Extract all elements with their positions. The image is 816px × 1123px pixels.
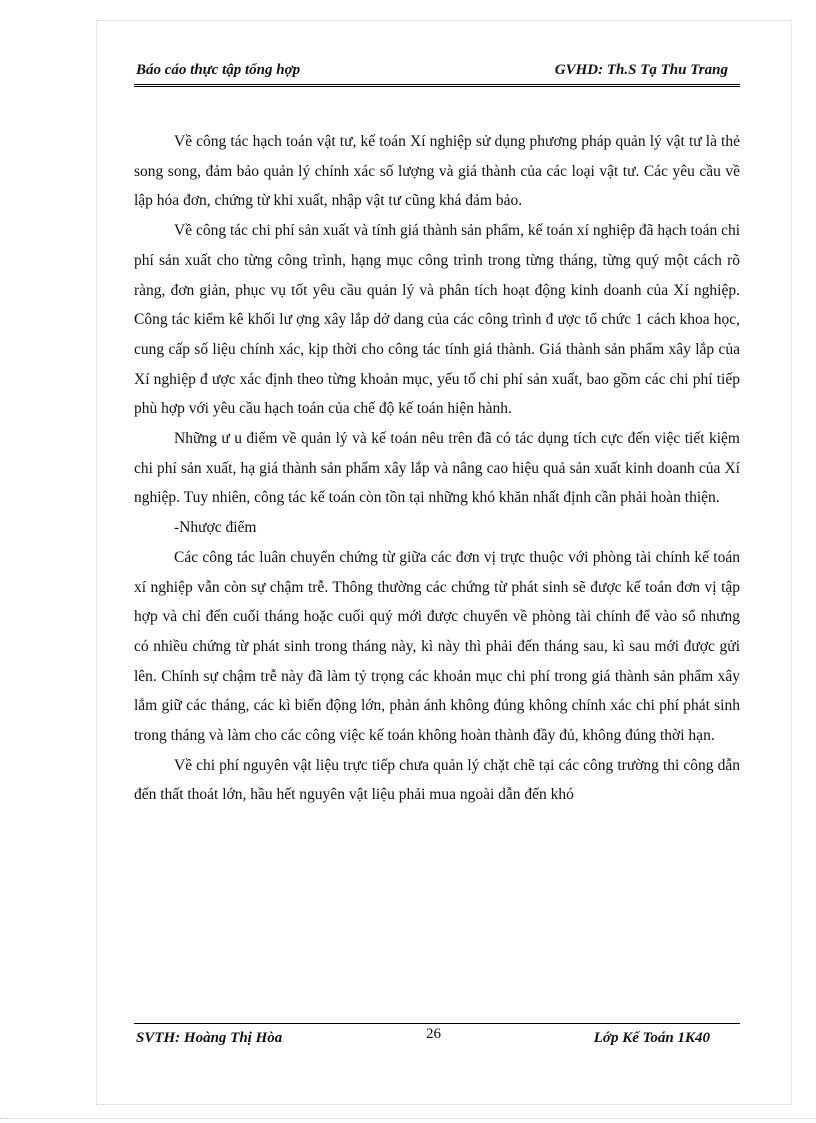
page-number: 26 (426, 1026, 441, 1042)
header-divider (134, 84, 740, 89)
footer-student-name: SVTH: Hoàng Thị Hòa (136, 1030, 283, 1046)
page-bottom-edge (0, 1118, 816, 1119)
header-report-title: Báo cáo thực tập tổng hợp (136, 62, 301, 78)
footer-class-name: Lớp Kế Toán 1K40 (593, 1030, 710, 1046)
header-supervisor: GVHD: Th.S Tạ Thu Trang (554, 62, 728, 78)
paragraph-production-cost: Về công tác chi phí sản xuất và tính giá thành sản phẩm, kế toán xí nghiệp đã hạch toán chi phí sản xuất cho từng công trình, hạng mục công trình trong từng tháng, từng quý một cách rõ ràng, đơn giản, phục vụ tốt yêu cầu quản lý và phân tích hoạt động kinh doanh của Xí nghiệp. Công tác kiểm kê khối lư ợng xây lắp dở dang của các công trình đ ược tổ chức 1 cách khoa học, cung cấp số liệu chính xác, kịp thời cho công tác tính giá thành. Giá thành sản phẩm xây lắp của Xí nghiệp đ ược xác định theo từng khoản mục, yếu tố chi phí sản xuất, bao gồm các chi phí tiếp phù hợp với yêu cầu hạch toán của chế độ kế toán hiện hành. (134, 222, 741, 418)
paragraph-materials-accounting: Về công tác hạch toán vật tư, kế toán Xí nghiệp sử dụng phương pháp quản lý vật tư là thẻ song song, đảm bảo quản lý chính xác số lượng và giá thành của các loại vật tư. Các yêu cầu về lập hóa đơn, chứng từ khi xuất, nhập vật tư cũng khá đảm bảo. (134, 133, 740, 210)
document-body (134, 127, 740, 810)
paragraph-advantages-summary: Những ư u điểm về quản lý và kế toán nêu trên đã có tác dụng tích cực đến việc tiết kiệm chi phí sản xuất, hạ giá thành sản phẩm xây lắp và nâng cao hiệu quả sản xuất kinh doanh của Xí nghiệp. Tuy nhiên, công tác kế toán còn tồn tại những khó khăn nhất định cần phải hoàn thiện. (134, 430, 740, 507)
footer-divider (134, 1023, 740, 1024)
paragraph-document-delays: Các công tác luân chuyển chứng từ giữa các đơn vị trực thuộc với phòng tài chính kế toán xí nghiệp vẫn còn sự chậm trễ. Thông thường các chứng từ phát sinh sẽ được kế toán đơn vị tập hợp và chỉ đến cuối tháng hoặc cuối quý mới được chuyển về phòng tài chính để vào sổ nhưng có nhiều chứng từ phát sinh trong tháng này, kì này thì phải đến tháng sau, kì sau mới được gửi lên. Chính sự chậm trễ này đã làm tỷ trọng các khoản mục chi phí trong giá thành sản phẩm xây lắm giữ các tháng, các kì biến động lớn, phản ánh không đúng không chính xác chi phí phát sinh trong tháng và làm cho các công việc kế toán không hoàn thành đầy đủ, không đúng thời hạn. (134, 548, 740, 745)
page-header (134, 60, 740, 88)
paragraph-material-costs: Về chi phí nguyên vật liệu trực tiếp chưa quản lý chặt chẽ tại các công trường thi công dẫn đến thất thoát lớn, hầu hết nguyên vật liệu phải mua ngoài dẫn đến khó (134, 756, 740, 804)
section-label-disadvantages: -Nhược điểm (174, 519, 257, 537)
page-footer (134, 1023, 740, 1053)
